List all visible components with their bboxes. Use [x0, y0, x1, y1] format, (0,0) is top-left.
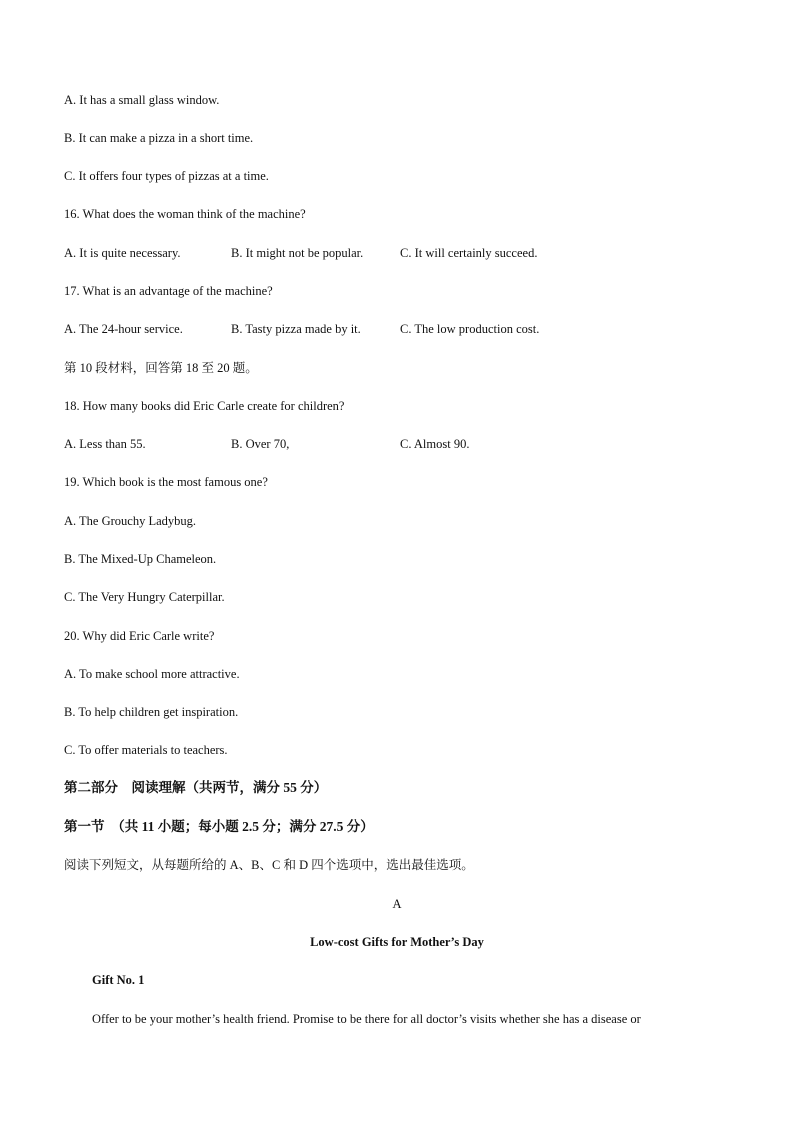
q19-stem: 19. Which book is the most famous one?	[64, 475, 268, 489]
q18-option-c: C. Almost 90.	[400, 437, 470, 451]
q16-stem: 16. What does the woman think of the machine?	[64, 207, 306, 221]
q17-option-a: A. The 24-hour service.	[64, 322, 183, 336]
q18-option-a: A. Less than 55.	[64, 437, 146, 451]
q19-option-b: B. The Mixed-Up Chameleon.	[64, 552, 217, 566]
q17-stem: 17. What is an advantage of the machine?	[64, 284, 273, 298]
q16-option-b: B. It might not be popular.	[231, 246, 364, 260]
passage-title: Low-cost Gifts for Mother’s Day	[310, 935, 484, 949]
q19-option-a: A. The Grouchy Ladybug.	[64, 514, 197, 528]
q20-option-c: C. To offer materials to teachers.	[64, 743, 228, 757]
q19-option-c: C. The Very Hungry Caterpillar.	[64, 590, 225, 604]
q17-option-c: C. The low production cost.	[400, 322, 540, 336]
q16-option-c: C. It will certainly succeed.	[400, 246, 538, 260]
q20-option-a: A. To make school more attractive.	[64, 667, 240, 681]
q17-option-b: B. Tasty pizza made by it.	[231, 322, 361, 336]
part2-heading: 第二部分 阅读理解（共两节，满分 55 分）	[64, 780, 328, 795]
q20-stem: 20. Why did Eric Carle write?	[64, 629, 215, 643]
passage-label: A	[392, 897, 402, 911]
section1-heading: 第一节 （共 11 小题；每小题 2.5 分；满分 27.5 分）	[64, 819, 374, 834]
q15-option-a: A. It has a small glass window.	[64, 93, 220, 107]
gift1-text: Offer to be your mother’s health friend. Promise to be there for all doctor’s visits whether she has a disease or	[92, 1012, 641, 1026]
q16-option-a: A. It is quite necessary.	[64, 246, 181, 260]
q15-option-c: C. It offers four types of pizzas at a time.	[64, 169, 269, 183]
q15-option-b: B. It can make a pizza in a short time.	[64, 131, 254, 145]
section10-instruction: 第 10 段材料，回答第 18 至 20 题。	[64, 361, 258, 375]
q18-option-b: B. Over 70,	[231, 437, 290, 451]
q20-option-b: B. To help children get inspiration.	[64, 705, 239, 719]
q18-stem: 18. How many books did Eric Carle create for children?	[64, 399, 345, 413]
gift1-heading: Gift No. 1	[92, 973, 145, 987]
reading-instruction: 阅读下列短文，从每题所给的 A、B、C 和 D 四个选项中，选出最佳选项。	[64, 858, 474, 872]
